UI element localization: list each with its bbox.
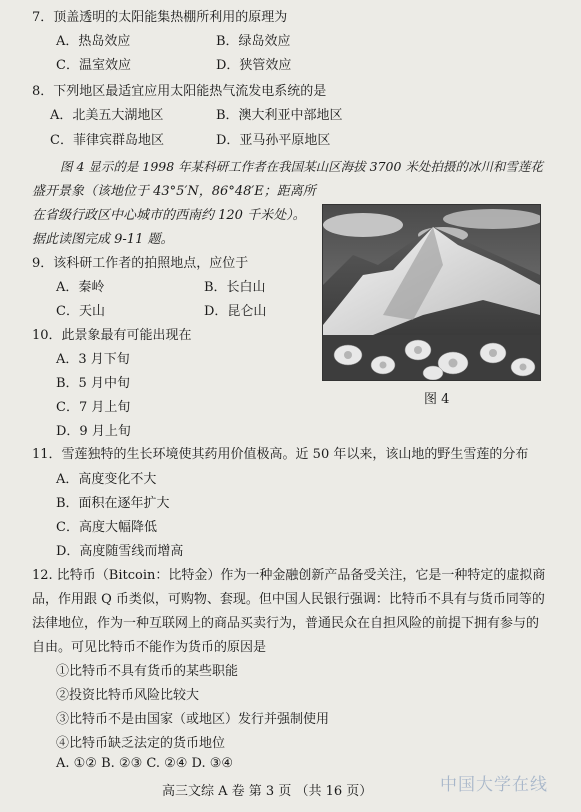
q12-line-2: 品，作用跟 Q 币类似，可购物、套现。但中国人民银行强调：比特币不具有与货币同等的 xyxy=(32,592,545,607)
q7-option-a: A．热岛效应 xyxy=(56,34,131,49)
glacier-photo-illustration xyxy=(323,205,540,380)
q11-option-c: C．高度大幅降低 xyxy=(56,520,157,535)
q9-option-c: C．天山 xyxy=(56,304,105,319)
q9-option-b: B．长白山 xyxy=(204,280,266,295)
q12-choices: A. ①② B. ②③ C. ②④ D. ③④ xyxy=(56,756,234,771)
q12-item-4: ④比特币缺乏法定的货币地位 xyxy=(56,736,226,751)
page-footer: 高三文综 A 卷 第 3 页 （共 16 页） xyxy=(162,784,373,799)
q12-line-3: 法律地位，作为一种互联网上的商品买卖行为，普通民众在自担风险的前提下拥有参与的 xyxy=(32,616,540,631)
q12-line-1: 12. 比特币（Bitcoin：比特金）作为一种金融创新产品备受关注，它是一种特定的虚拟商 xyxy=(32,568,546,583)
figure-glacier-snow-lotus xyxy=(322,204,541,381)
q10-option-b: B．5 月中旬 xyxy=(56,376,130,391)
q7-stem: 7．顶盖透明的太阳能集热棚所利用的原理为 xyxy=(32,10,288,25)
q7-option-c: C．温室效应 xyxy=(56,58,131,73)
passage-line-3: 在省级行政区中心城市的西南约 120 千米处）。 xyxy=(32,208,306,223)
q9-stem: 9．该科研工作者的拍照地点，应位于 xyxy=(32,256,249,271)
q8-option-b: B．澳大利亚中部地区 xyxy=(216,108,343,123)
q12-line-4: 自由。可见比特币不能作为货币的原因是 xyxy=(32,640,267,655)
q11-stem: 11．雪莲独特的生长环境使其药用价值极高。近 50 年以来，该山地的野生雪莲的分布 xyxy=(32,447,529,462)
q11-option-d: D．高度随雪线而增高 xyxy=(56,544,184,559)
q12-item-1: ①比特币不具有货币的某些职能 xyxy=(56,664,239,679)
passage-line-4: 据此读图完成 9-11 题。 xyxy=(32,232,174,247)
passage-line-1: 图 4 显示的是 1998 年某科研工作者在我国某山区海拔 3700 米处拍摄的冰川和雪莲花 xyxy=(60,159,543,174)
q10-option-d: D．9 月上旬 xyxy=(56,424,131,439)
q10-option-a: A．3 月下旬 xyxy=(56,352,130,367)
passage-line-2: 盛开景象（该地位于 43°5′N，86°48′E；距离所 xyxy=(32,184,316,199)
q7-option-d: D．狭管效应 xyxy=(216,58,292,73)
q8-option-a: A．北美五大湖地区 xyxy=(50,108,164,123)
q12-item-2: ②投资比特币风险比较大 xyxy=(56,688,200,703)
q9-option-a: A．秦岭 xyxy=(56,280,105,295)
q12-item-3: ③比特币不是由国家（或地区）发行并强制使用 xyxy=(56,712,330,727)
q10-option-c: C．7 月上旬 xyxy=(56,400,131,415)
watermark: 中国大学在线 xyxy=(440,775,548,795)
q7-option-b: B．绿岛效应 xyxy=(216,34,291,49)
q10-stem: 10．此景象最有可能出现在 xyxy=(32,328,192,343)
q8-stem: 8．下列地区最适宜应用太阳能热气流发电系统的是 xyxy=(32,84,327,99)
q8-option-c: C．菲律宾群岛地区 xyxy=(50,133,164,148)
q11-option-b: B．面积在逐年扩大 xyxy=(56,496,170,511)
q9-option-d: D．昆仑山 xyxy=(204,304,267,319)
figure-caption: 图 4 xyxy=(424,392,450,407)
q8-option-d: D．亚马孙平原地区 xyxy=(216,133,331,148)
q11-option-a: A．高度变化不大 xyxy=(56,472,157,487)
